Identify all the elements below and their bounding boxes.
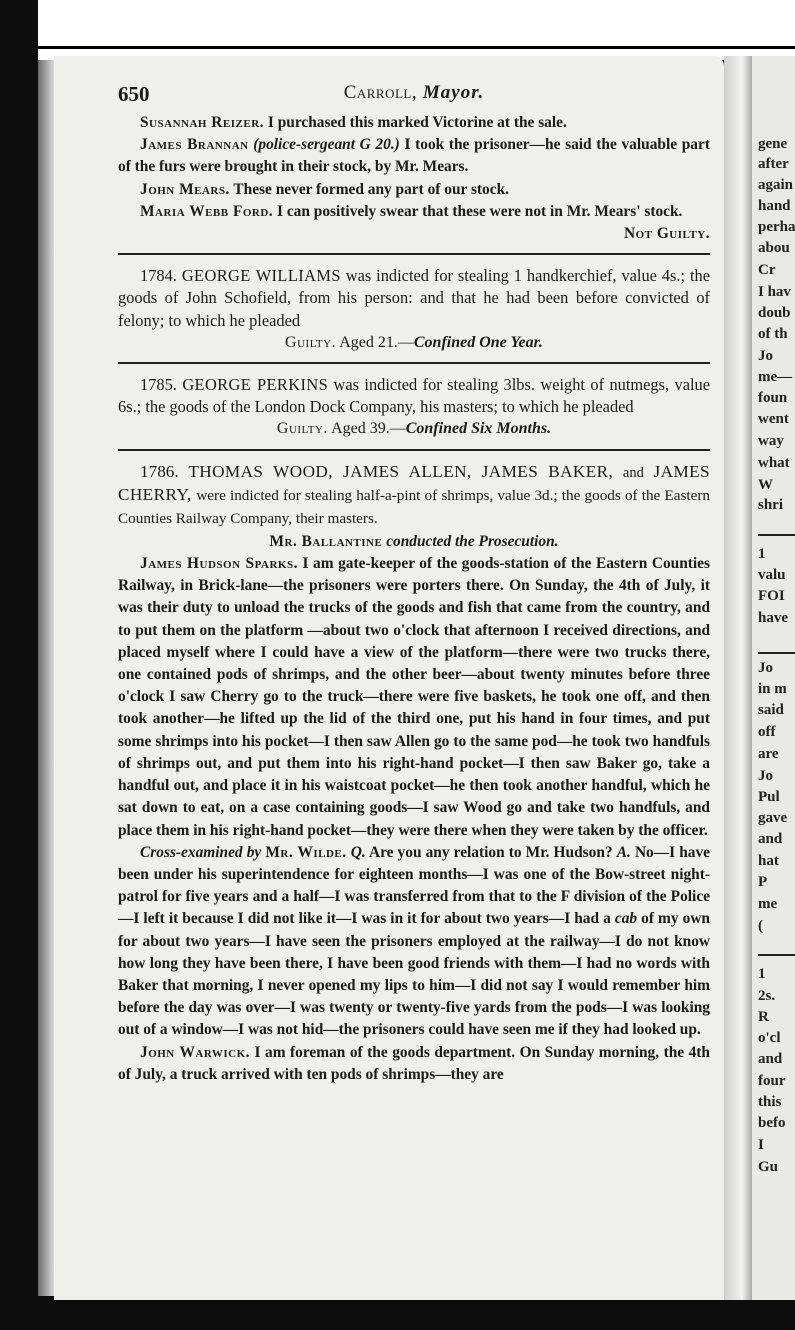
next-page-fragment: what [758, 455, 790, 471]
testimony-line [118, 134, 710, 178]
page-header [118, 82, 710, 112]
speaker-name: John Warwick. [140, 1043, 251, 1061]
page-content [118, 82, 710, 1086]
question-text: Are you any relation to Mr. Hudson? [368, 843, 613, 861]
answer-text: No—I have been under his superintendence for eighteen months—I was one of the Bow-street night-patrol for five years and a half—I was transferred from that to the F division of the Police—I left it because I did not like it—I was in it for about two years—I had a [118, 843, 711, 928]
testimony-text: I can positively swear that these were not in Mr. Mears' stock. [277, 202, 683, 220]
next-page-fragment: of th [758, 326, 788, 342]
counsel-text: conducted the Prosecution. [386, 532, 559, 550]
age: Aged 39.— [331, 420, 406, 438]
next-page-fragment: o'cl [758, 1030, 781, 1046]
case-text: was indicted for stealing 3lbs. weight of nutmegs, value 6s.; the goods of the London Dock Company, his masters; to which he pleaded [118, 375, 711, 417]
verdict-not-guilty: Not Guilty. [623, 225, 710, 243]
running-head-name: Carroll, [343, 82, 418, 103]
next-page-fragment: ( [758, 918, 763, 934]
next-page-fragment: W [758, 477, 773, 493]
next-page-fragment: again [758, 177, 794, 193]
next-page-fragment: four [758, 1073, 786, 1089]
next-page-fragment: I [758, 1137, 764, 1153]
case-number: 1784. [140, 266, 177, 286]
case-1785 [118, 374, 710, 441]
witness-testimony [118, 1042, 710, 1086]
next-page-fragment: and [758, 1051, 783, 1067]
next-page-fragment: and [758, 831, 783, 847]
scan-bottom-margin [0, 1296, 795, 1330]
next-page-fragment: way [758, 433, 784, 449]
next-page-divider [758, 652, 795, 654]
scan-left-binding [0, 0, 38, 1330]
answer-marker: A. [616, 843, 631, 861]
case-text: were indicted for stealing half-a-pint of shrimps, value 3d.; the goods of the Eastern Counties Railway Company, their masters. [118, 487, 710, 528]
defendant-name: GEORGE PERKINS [182, 375, 329, 395]
sentence: Confined One Year. [413, 333, 543, 351]
section-divider [118, 253, 710, 255]
next-page-edge [752, 56, 795, 1300]
next-page-fragment: Jo [758, 768, 773, 784]
case-entry [118, 374, 710, 418]
case-entry [118, 461, 710, 531]
case-entry [118, 265, 710, 332]
next-page-fragment: shri [758, 497, 784, 513]
testimony-text: These never formed any part of our stock. [233, 180, 509, 198]
running-head-title: Mayor. [422, 82, 485, 103]
defendant-name: GEORGE WILLIAMS [181, 266, 341, 286]
testimony-block-1 [118, 112, 710, 245]
answer-text: of my own for about two years—I have seen the prisoners employed at the railway—I do not know how long they have been there, I have been good friends with them—I had no words with Baker that morning, I never opened my lips to him—I did not say I would remember him before the day was over—I was twenty or twenty-five yards from the pods—I was looking out of a window—I was not hid—the prisoners could have seen me if they had looked up. [118, 910, 710, 1039]
age: Aged 21.— [339, 333, 414, 351]
next-page-fragment: after [758, 156, 789, 172]
next-page-fragment: R [758, 1009, 769, 1025]
next-page-fragment: 1 [758, 966, 766, 982]
next-page-fragment: in m [758, 681, 787, 697]
speaker-role: (police-sergeant G 20.) [253, 136, 400, 154]
speaker-name: John Mears. [140, 180, 230, 198]
next-page-fragment: me [758, 896, 778, 912]
next-page-fragment: foun [758, 390, 788, 406]
counsel-line [118, 531, 710, 553]
testimony-text: I am foreman of the goods department. On Sunday morning, the 4th of July, a truck arrived with ten pods of shrimps—they are [118, 1043, 710, 1083]
next-page-fragment: said [758, 702, 784, 718]
testimony-text: I am gate-keeper of the goods-station of the Eastern Counties Railway, in Brick-lane—the prisoners were porters there. On Sunday, the 4th of July, it was their duty to unload the trucks of the goods and fish that came from the country, and to put them on the platform —about two o'clock that afternoon I received directions, and placed myself where I could have a view of the platform—there were two trucks there, one contained pods of shrimps, and the other beer—about twenty minutes before three o'clock I saw Cherry go to the truck—there were five baskets, he took one off, and then took another—he lifted up the lid of the third one, put his hand in four times, and put some shrimps into his pocket—I then saw Allen go to the same pod—he took two handfuls of shrimps out, and put them into his right-hand pocket—I then saw Baker go, take a handful out, and place it in his waistcoat pocket—he then took another handful, which he sat down to eat, on a case containing goods—I saw Wood go and take two handfuls, and place them in his right-hand pocket—they were there when they were taken by the officer. [118, 555, 710, 839]
defendant-names: THOMAS WOOD, JAMES ALLEN, JAMES BAKER, [188, 461, 614, 481]
next-page-fragment: went [758, 411, 789, 427]
counsel-name: Mr. Wilde. [265, 843, 347, 861]
speaker-name: James Hudson Sparks. [140, 555, 298, 573]
case-number: 1785. [140, 375, 177, 395]
next-page-divider [758, 954, 795, 956]
speaker-name: James Brannan [140, 136, 249, 154]
case-verdict [118, 418, 710, 440]
verdict: Guilty. [285, 333, 337, 351]
counsel-name: Mr. Ballantine [269, 532, 383, 550]
next-page-fragment: are [758, 746, 779, 762]
section-divider [118, 362, 710, 364]
case-text: was indicted for stealing 1 handkerchief, value 4s.; the goods of John Schofield, from his person: and that he had been before convicted of felony; to which he pleaded [118, 266, 710, 330]
next-page-fragment: Jo [758, 660, 773, 676]
cross-examination [118, 842, 710, 1042]
running-head [118, 82, 710, 104]
question-marker: Q. [350, 843, 366, 861]
next-page-fragment: P [758, 874, 768, 890]
case-number: 1786. [140, 461, 179, 481]
testimony-line [118, 201, 710, 223]
sentence: Confined Six Months. [405, 420, 552, 438]
italic-word: cab [614, 910, 638, 928]
next-page-fragment: valu [758, 567, 786, 583]
next-page-fragment: doub [758, 305, 791, 321]
next-page-fragment: this [758, 1094, 782, 1110]
next-page-fragment: hand [758, 198, 791, 214]
next-page-fragment: abou [758, 240, 790, 256]
scan-top-edge [0, 46, 795, 49]
defendant-name: JAMES CHERRY, [118, 461, 710, 505]
scan-top-margin [0, 0, 795, 60]
next-page-fragment: Pul [758, 789, 780, 805]
next-page-fragment: me— [758, 369, 793, 385]
next-page-fragment: Jo [758, 348, 773, 364]
book-page [54, 56, 724, 1300]
testimony-text: I purchased this marked Victorine at the sale. [267, 114, 567, 131]
next-page-fragment: gave [758, 810, 788, 826]
verdict: Guilty. [276, 420, 328, 438]
next-page-fragment: gene [758, 136, 788, 152]
next-page-fragment: befo [758, 1115, 786, 1131]
section-divider [118, 449, 710, 451]
conjunction: and [622, 464, 644, 481]
next-page-fragment: perha [758, 219, 795, 235]
case-1784 [118, 265, 710, 354]
book-gutter [724, 56, 754, 1300]
testimony-line [118, 179, 710, 201]
next-page-fragment: 1 [758, 546, 766, 562]
speaker-name: Maria Webb Ford. [140, 202, 274, 220]
next-page-fragment: FOI [758, 588, 785, 604]
next-page-fragment: have [758, 610, 788, 626]
cross-label: Cross-examined by [140, 843, 262, 861]
page-number: 650 [118, 82, 150, 106]
next-page-fragment: off [758, 724, 776, 740]
next-page-divider [758, 534, 795, 536]
speaker-name: Susannah Reizer. [140, 114, 264, 131]
testimony-line [118, 112, 710, 134]
next-page-fragment: I hav [758, 284, 791, 300]
case-verdict [118, 332, 710, 354]
next-page-fragment: hat [758, 853, 779, 869]
next-page-fragment: Gu [758, 1159, 779, 1175]
case-1786 [118, 461, 710, 1086]
testimony-text: I took the prisoner—he said the valuable part of the furs were brought in their stock, by Mr. Mears. [118, 136, 710, 176]
witness-testimony [118, 553, 710, 842]
next-page-fragment: 2s. [758, 988, 776, 1004]
next-page-fragment: Cr [758, 262, 776, 278]
